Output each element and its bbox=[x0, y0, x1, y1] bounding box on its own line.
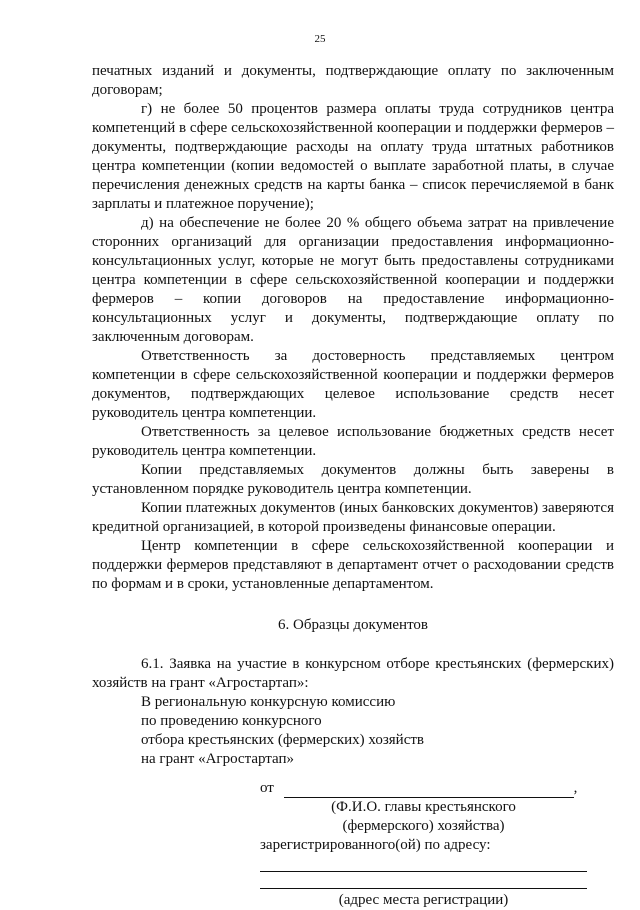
paragraph-item-g: г) не более 50 процентов размера оплаты труда сотрудников центра компетенций в сфере сельскохозяйственной кооперации и поддержки фермеров – документы, подтверждающие расходы на оплату труда штатных работников центра компетенции (копии ведомостей о выплате заработной платы, в случае перечисления денежных средств на карты банка – список перечисляемой в банк зарплаты и платежное поручение); bbox=[92, 101, 614, 212]
address-field-2[interactable] bbox=[260, 872, 587, 889]
applicant-name-field[interactable] bbox=[284, 783, 574, 798]
applicant-block bbox=[260, 779, 587, 910]
paragraph-payment-copies: Копии платежных документов (иных банковских документов) заверяются кредитной организацией, в которой произведены финансовые операции. bbox=[92, 500, 614, 535]
fio-caption-1: (Ф.И.О. главы крестьянского bbox=[331, 799, 516, 815]
addressee-line: по проведению конкурсного bbox=[141, 713, 322, 729]
section-heading: 6. Образцы документов bbox=[277, 617, 429, 633]
registered-label: зарегистрированного(ой) по адресу: bbox=[260, 837, 491, 853]
page-number: 25 bbox=[314, 33, 326, 45]
addressee-block bbox=[141, 693, 614, 769]
document-body bbox=[92, 62, 614, 910]
addressee-line: на грант «Агростартап» bbox=[141, 751, 295, 767]
paragraph-continuation: печатных изданий и документы, подтверждающие оплату по заключенным договорам; bbox=[92, 63, 614, 98]
from-row bbox=[260, 779, 587, 798]
fio-caption-2: (фермерского) хозяйства) bbox=[342, 818, 505, 834]
paragraph-responsibility-reliability: Ответственность за достоверность представляемых центром компетенции в сфере сельскохозяйственной кооперации и поддержки фермеров документов, подтверждающих целевое использование средств несет руководитель центра компетенции. bbox=[92, 348, 614, 421]
paragraph-report: Центр компетенции в сфере сельскохозяйственной кооперации и поддержки фермеров представляют в департамент отчет о расходовании средств по формам и в сроки, установленные департаментом. bbox=[92, 538, 614, 592]
addressee-line: отбора крестьянских (фермерских) хозяйств bbox=[141, 732, 425, 748]
addressee-line: В региональную конкурсную комиссию bbox=[141, 694, 396, 710]
paragraph-responsibility-budget: Ответственность за целевое использование бюджетных средств несет руководитель центра компетенции. bbox=[92, 424, 614, 459]
paragraph-copies-certified: Копии представляемых документов должны быть заверены в установленном порядке руководитель центра компетенции. bbox=[92, 462, 614, 497]
address-caption: (адрес места регистрации) bbox=[338, 892, 509, 908]
paragraph-item-d: д) на обеспечение не более 20 % общего объема затрат на привлечение сторонних организаций для организации предоставления информационно-консультационных услуг, которые не могут быть предоставлены сотрудниками центра компетенции в сфере сельскохозяйственной кооперации и поддержки фермеров – копии договоров на предоставление информационно-консультационных услуг и документы, подтверждающие оплату по заключенным договорам. bbox=[92, 215, 614, 345]
form-title: 6.1. Заявка на участие в конкурсном отборе крестьянских (фермерских) хозяйств на грант «Агростартап»: bbox=[92, 656, 614, 691]
from-trailing-comma: , bbox=[573, 780, 578, 796]
address-field-1[interactable] bbox=[260, 855, 587, 872]
from-label: от bbox=[260, 780, 274, 796]
